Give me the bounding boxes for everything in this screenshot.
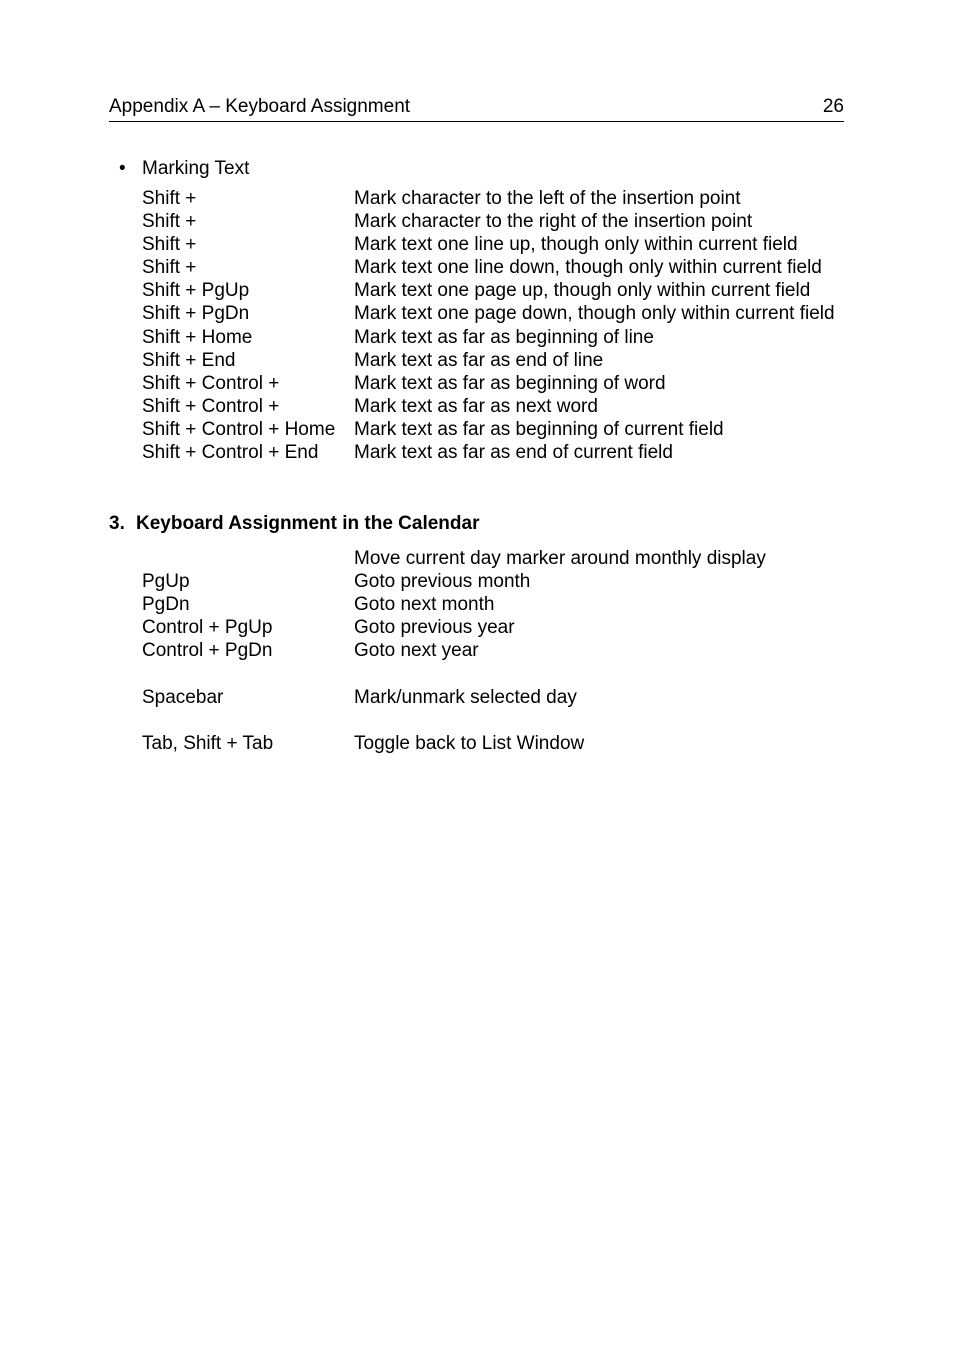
table-row bbox=[142, 639, 862, 662]
table-row bbox=[142, 441, 862, 464]
key-combo: Shift + PgUp bbox=[142, 280, 250, 302]
key-combo: Shift + bbox=[142, 211, 197, 233]
key-description: Mark text as far as beginning of word bbox=[354, 372, 666, 394]
bullet-icon: • bbox=[119, 158, 126, 179]
table-row bbox=[142, 732, 862, 755]
table-row bbox=[142, 616, 862, 639]
key-combo: Spacebar bbox=[142, 686, 224, 708]
key-description: Mark text as far as end of line bbox=[354, 349, 604, 371]
table-row bbox=[142, 279, 862, 302]
key-description: Mark text one line up, though only within current field bbox=[354, 234, 798, 256]
key-combo: Shift + Home bbox=[142, 326, 253, 348]
key-combo: Shift + Control + End bbox=[142, 442, 319, 464]
table-row bbox=[142, 547, 862, 570]
section-title: Keyboard Assignment in the Calendar bbox=[136, 513, 480, 534]
key-combo: PgDn bbox=[142, 594, 190, 616]
marking-text-heading bbox=[119, 157, 249, 180]
table-row bbox=[142, 302, 862, 325]
table-row bbox=[142, 395, 862, 418]
table-row bbox=[142, 256, 862, 279]
key-description: Goto next month bbox=[354, 594, 495, 616]
marking-text-table bbox=[142, 187, 862, 464]
section-number: 3. bbox=[109, 513, 125, 534]
key-description: Mark/unmark selected day bbox=[354, 686, 577, 708]
page-number: 26 bbox=[822, 96, 844, 117]
table-row bbox=[142, 187, 862, 210]
table-row bbox=[142, 372, 862, 395]
key-combo: Shift + bbox=[142, 257, 197, 279]
key-description: Mark character to the left of the insertion point bbox=[354, 188, 741, 209]
table-row bbox=[142, 210, 862, 233]
key-description: Goto previous month bbox=[354, 571, 531, 593]
key-combo: Shift + Control + bbox=[142, 395, 280, 417]
key-description: Mark text as far as beginning of current field bbox=[354, 418, 724, 440]
key-combo: Control + PgDn bbox=[142, 640, 273, 662]
header-title: Appendix A – Keyboard Assignment bbox=[109, 96, 411, 117]
key-combo: Shift + Control + bbox=[142, 372, 280, 394]
table-row bbox=[142, 418, 862, 441]
key-combo: Shift + PgDn bbox=[142, 303, 250, 325]
key-description: Goto next year bbox=[354, 640, 479, 662]
table-row bbox=[142, 686, 862, 709]
key-combo: Control + PgUp bbox=[142, 617, 273, 639]
row-spacer bbox=[142, 662, 862, 685]
key-combo: Shift + bbox=[142, 188, 197, 209]
table-row bbox=[142, 233, 862, 256]
key-combo: PgUp bbox=[142, 571, 190, 593]
key-description: Toggle back to List Window bbox=[354, 732, 585, 754]
key-description: Mark text one page up, though only within current field bbox=[354, 280, 811, 302]
calendar-table bbox=[142, 547, 862, 755]
key-combo: Shift + bbox=[142, 234, 197, 256]
section-heading bbox=[109, 512, 479, 535]
page-header bbox=[109, 96, 844, 122]
key-description: Mark character to the right of the insertion point bbox=[354, 211, 753, 233]
key-description: Mark text as far as end of current field bbox=[354, 442, 673, 464]
key-description: Mark text as far as beginning of line bbox=[354, 326, 654, 348]
key-description: Mark text as far as next word bbox=[354, 395, 598, 417]
row-spacer bbox=[142, 709, 862, 732]
marking-text-title: Marking Text bbox=[142, 158, 250, 179]
table-row bbox=[142, 593, 862, 616]
table-row bbox=[142, 570, 862, 593]
table-row bbox=[142, 349, 862, 372]
key-combo: Shift + Control + Home bbox=[142, 418, 336, 440]
table-row bbox=[142, 326, 862, 349]
key-description: Goto previous year bbox=[354, 617, 515, 639]
key-combo: Shift + End bbox=[142, 349, 236, 371]
key-combo: Tab, Shift + Tab bbox=[142, 732, 274, 754]
key-description: Move current day marker around monthly display bbox=[354, 548, 766, 569]
key-description: Mark text one line down, though only within current field bbox=[354, 257, 822, 279]
key-description: Mark text one page down, though only within current field bbox=[354, 303, 835, 325]
